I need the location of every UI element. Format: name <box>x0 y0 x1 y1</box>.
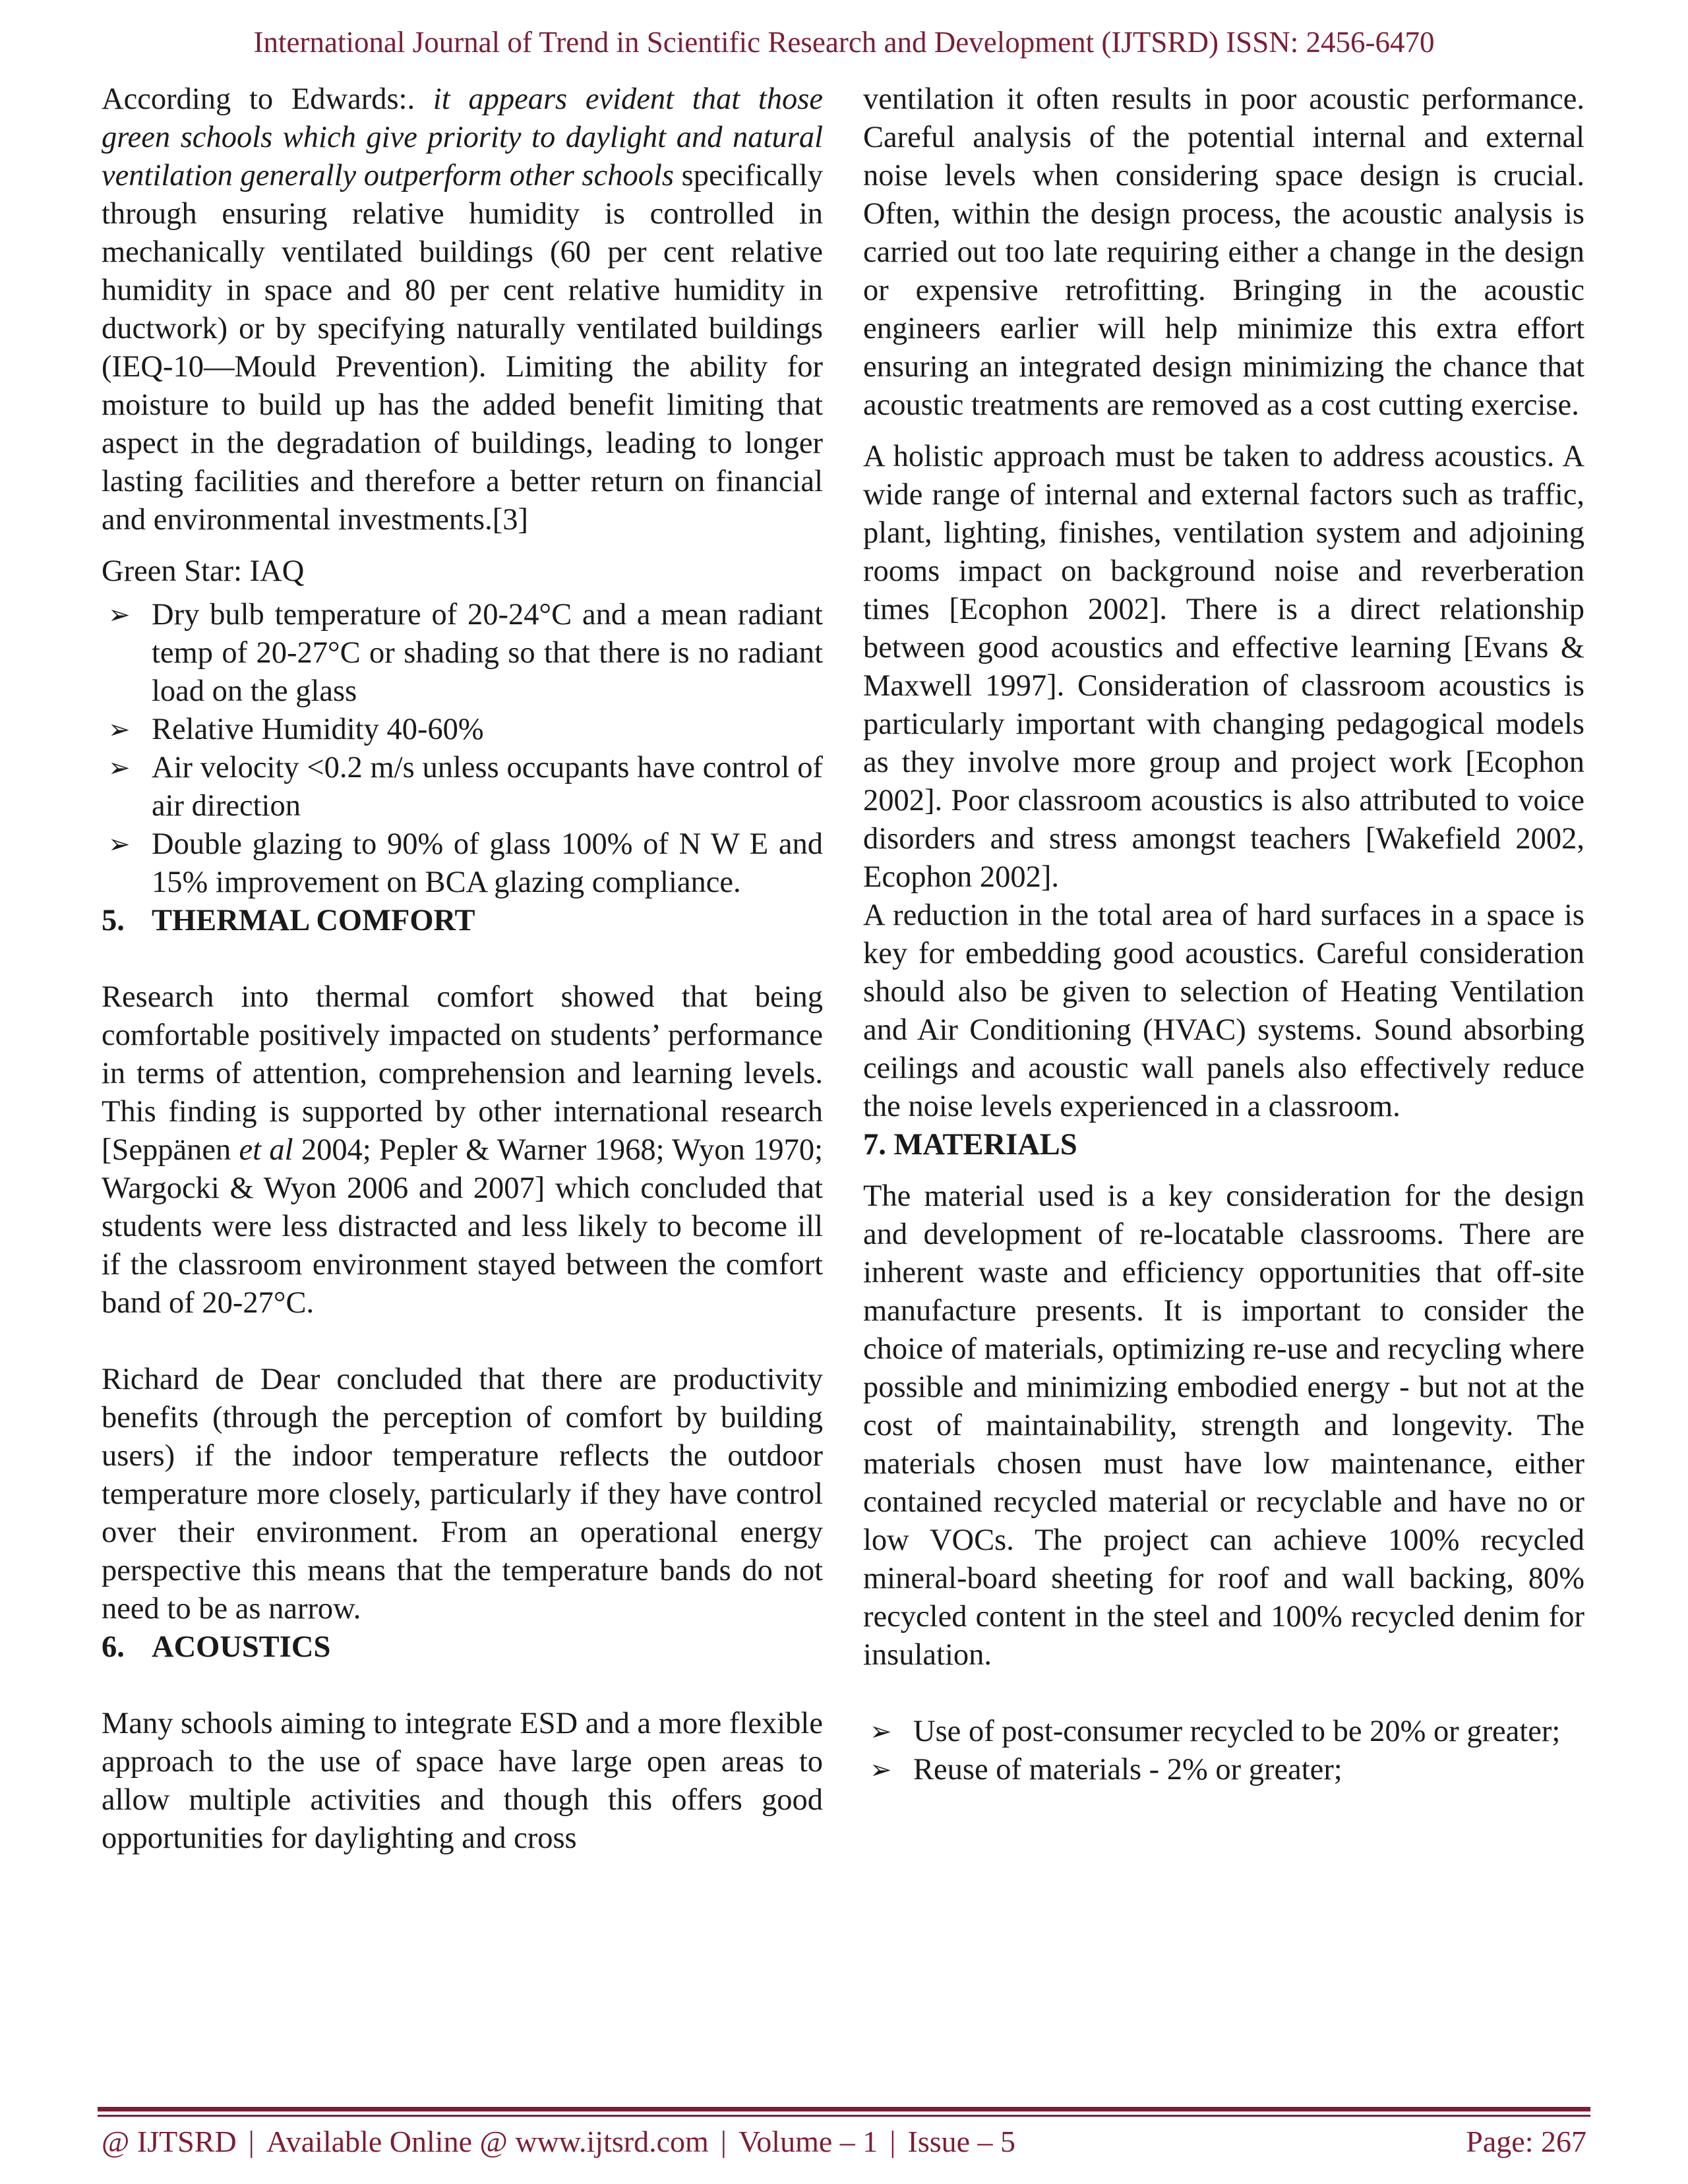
materials-paragraph: The material used is a key consideration for the design and development of re-locatable classrooms. There are inherent waste and efficiency opportunities that off-site manufacture presents. It is important to consider the choice of materials, optimizing re-use and recycling where possible and minimizing embodied energy - but not at the cost of maintainability, strength and longevity. The materials chosen must have low maintenance, either contained recycled material or recyclable and have no or low VOCs. The project can achieve 100% recycled mineral-board sheeting for roof and wall backing, 80% recycled content in the steel and 100% recycled denim for insulation. <box>863 1179 1584 1672</box>
arrowhead-bullet-icon: ➢ <box>870 1755 892 1785</box>
section-6-heading: 6. ACOUSTICS <box>102 1630 331 1664</box>
list-item: ➢ Air velocity <0.2 m/s unless occupants have control of air direction <box>102 749 823 825</box>
page-number: Page: 267 <box>1466 2125 1586 2158</box>
footer-issue: Issue – 5 <box>907 2125 1016 2158</box>
footer-left: @ IJTSRD | Available Online @ www.ijtsrd.com | Volume – 1 | Issue – 5 <box>102 2125 1016 2158</box>
edwards-lead: According to Edwards:. <box>102 82 433 116</box>
footer-rule-thick <box>98 2107 1590 2111</box>
green-star-label: Green Star: IAQ <box>102 554 305 588</box>
arrowhead-bullet-icon: ➢ <box>108 600 131 630</box>
acoustics-paragraph-3: A reduction in the total area of hard surfaces in a space is key for embedding good acoustics. Careful consideration should also be given to selection of Heating Ventilation and Air Conditioning (HVAC) systems. Sound absorbing ceilings and acoustic wall panels also effectively reduce the noise levels experienced in a classroom. <box>863 899 1584 1123</box>
left-column <box>102 80 823 1858</box>
thermal-comfort-paragraph-1: Research into thermal comfort showed that being comfortable positively impacted on students’ performance in terms of attention, comprehension and learning levels. This finding is supported by other international research [Seppänen et al 2004; Pepler & Warner 1968; Wyon 1970; Wargocki & Wyon 2006 and 2007] which concluded that students were less distracted and less likely to become ill if the classroom environment stayed between the comfort band of 20-27°C. <box>102 980 823 1320</box>
thermal-comfort-paragraph-2: Richard de Dear concluded that there are productivity benefits (through the perception of comfort by building users) if the indoor temperature reflects the outdoor temperature more closely, particularly if they have control over their environment. From an operational energy perspective this means that the temperature bands do not need to be as narrow. <box>102 1363 823 1626</box>
section-7-heading: 7. MATERIALS <box>863 1128 1077 1162</box>
footer-journal: @ IJTSRD <box>102 2125 237 2158</box>
edwards-quote: it appears evident that those green schools which give priority to daylight and natural ventilation generally outperform other schools <box>102 82 823 192</box>
edwards-rest: specifically through ensuring relative humidity is controlled in mechanically ventilated buildings (60 per cent relative humidity in space and 80 per cent relative humidity in ductwork) or by specifying naturally ventilated buildings (IEQ‑10—Mould Prevention). Limiting the ability for moisture to build up has the added benefit limiting that aspect in the degradation of buildings, leading to longer lasting facilities and therefore a better return on financial and environmental investments.[3] <box>102 159 823 537</box>
arrowhead-bullet-icon: ➢ <box>108 829 131 860</box>
list-item: ➢ Relative Humidity 40-60% <box>102 711 823 749</box>
footer-website: Available Online @ www.ijtsrd.com <box>266 2125 709 2158</box>
list-item: ➢ Reuse of materials - 2% or greater; <box>863 1751 1584 1789</box>
footer-rule-thin <box>98 2115 1590 2117</box>
list-item: ➢ Double glazing to 90% of glass 100% of N W E and 15% improvement on BCA glazing compliance. <box>102 825 823 902</box>
arrowhead-bullet-icon: ➢ <box>870 1717 892 1747</box>
list-item: ➢ Dry bulb temperature of 20-24°C and a mean radiant temp of 20-27°C or shading so that there is no radiant load on the glass <box>102 596 823 711</box>
materials-bullet-list <box>863 1713 1584 1789</box>
right-column <box>863 80 1584 1789</box>
section-5-heading: 5. THERMAL COMFORT <box>102 904 475 937</box>
iaq-bullet-list <box>102 596 823 902</box>
edwards-paragraph <box>102 80 823 539</box>
page-footer <box>102 2124 1586 2159</box>
list-item: ➢ Use of post-consumer recycled to be 20% or greater; <box>863 1713 1584 1751</box>
footer-volume: Volume – 1 <box>738 2125 878 2158</box>
acoustics-paragraph-continued: ventilation it often results in poor acoustic performance. Careful analysis of the potential internal and external noise levels when considering space design is crucial. Often, within the design process, the acoustic analysis is carried out too late requiring either a change in the design or expensive retrofitting. Bringing in the acoustic engineers earlier will help minimize this extra effort ensuring an integrated design minimizing the chance that acoustic treatments are removed as a cost cutting exercise. <box>863 82 1584 422</box>
acoustics-paragraph-2: A holistic approach must be taken to address acoustics. A wide range of internal and external factors such as traffic, plant, lighting, finishes, ventilation system and adjoining rooms impact on background noise and reverberation times [Ecophon 2002]. There is a direct relationship between good acoustics and effective learning [Evans & Maxwell 1997]. Consideration of classroom acoustics is particularly important with changing pedagogical models as they involve more group and project work [Ecophon 2002]. Poor classroom acoustics is also attributed to voice disorders and stress amongst teachers [Wakefield 2002, Ecophon 2002]. <box>863 440 1584 894</box>
arrowhead-bullet-icon: ➢ <box>108 715 131 745</box>
arrowhead-bullet-icon: ➢ <box>108 753 131 783</box>
acoustics-paragraph-1: Many schools aiming to integrate ESD and a more flexible approach to the use of space have large open areas to allow multiple activities and though this offers good opportunities for daylighting and cross <box>102 1707 823 1855</box>
running-header: International Journal of Trend in Scientific Research and Development (IJTSRD) ISSN: 2456-6470 <box>253 26 1435 59</box>
